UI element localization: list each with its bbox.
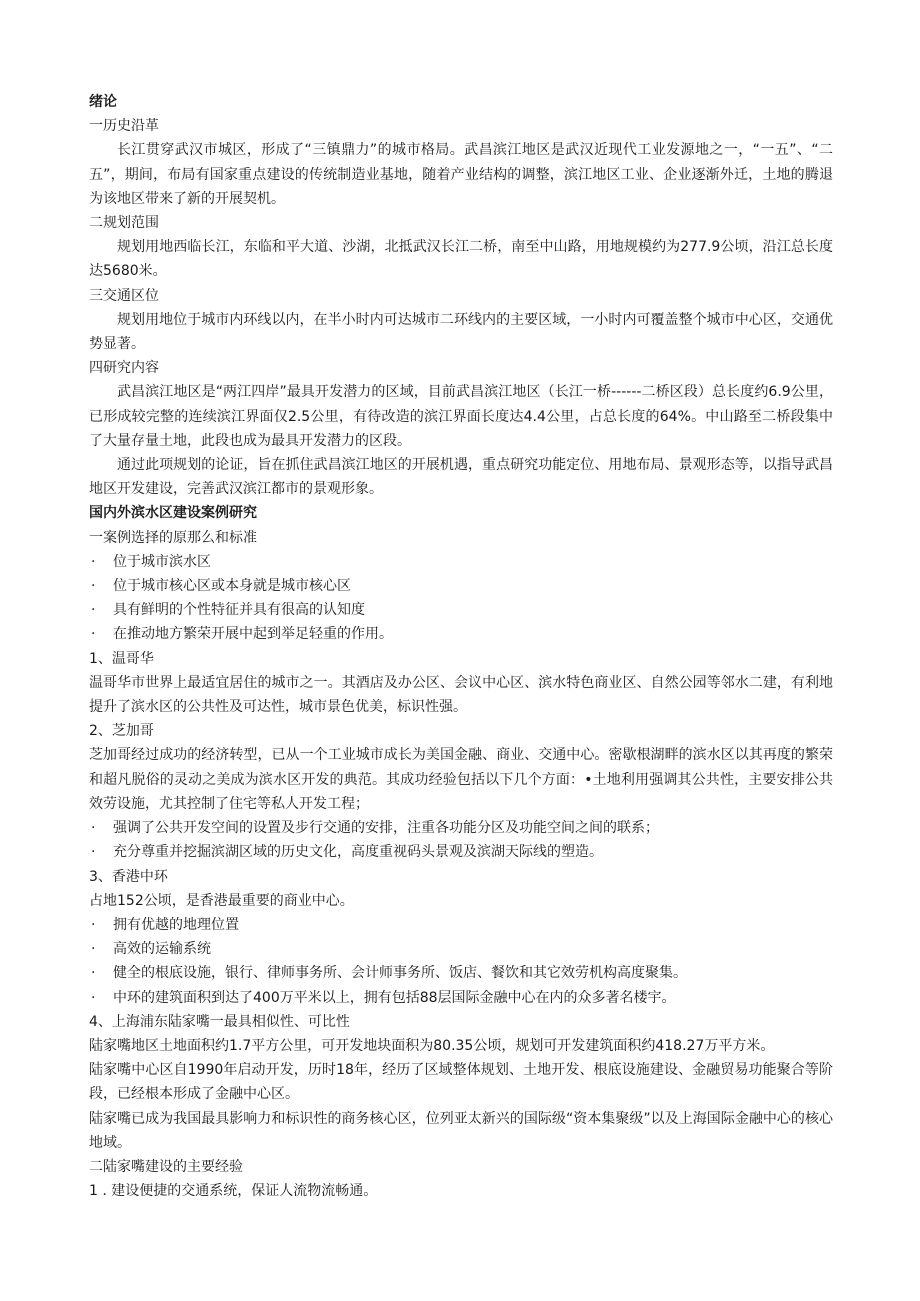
paragraph-research-1: 武昌滨江地区是“两江四岸”最具开发潜力的区域，目前武昌滨江地区（长江一桥------二桥区段）总长度约6.9公里，已形成较完整的连续滨江界面仅2.5公里，有待改造的滨江界面长度达4.4公里，占总长度的64%。中山路至二桥段集中了大量存量土地，此段也成为最具开发潜力的区段。	[89, 384, 833, 449]
list-item	[89, 574, 833, 598]
bullet-icon: ·	[91, 941, 96, 958]
subsection-title-transport: 三交通区位	[89, 287, 159, 304]
paragraph-hongkong: 占地152公顷，是香港最重要的商业中心。	[89, 892, 354, 909]
list-item	[89, 913, 833, 937]
paragraph-history: 长江贯穿武汉市城区，形成了“三镇鼎力”的城市格局。武昌滨江地区是武汉近现代工业发源地之一，“一五”、“二五”，期间，布局有国家重点建设的传统制造业基地，随着产业结构的调整，滨江地区工业、企业逐渐外迁，土地的腾退为该地区带来了新的开展契机。	[89, 142, 833, 207]
paragraph-planning-scope: 规划用地西临长江，东临和平大道、沙湖，北抵武汉长江二桥，南至中山路，用地规模约为277.9公顷，沿江总长度达5680米。	[89, 239, 833, 280]
case-title-chicago: 2、芝加哥	[89, 723, 154, 740]
paragraph-shanghai-3: 陆家嘴已成为我国最具影响力和标识性的商务核心区，位列亚太新兴的国际级“资本集聚级”以及上海国际金融中心的核心地域。	[89, 1110, 833, 1151]
bullet-icon: ·	[91, 602, 96, 619]
bullet-icon: ·	[91, 820, 96, 837]
list-item-text: 中环的建筑面积到达了400万平米以上，拥有包括88层国际金融中心在内的众多著名楼宇。	[113, 989, 676, 1006]
list-item-text: 拥有优越的地理位置	[113, 916, 239, 933]
list-item-text: 强调了公共开发空间的设置及步行交通的安排，注重各功能分区及功能空间之间的联系；	[113, 820, 659, 837]
list-item	[89, 840, 833, 864]
list-item	[89, 961, 833, 985]
bullet-icon: ·	[91, 916, 96, 933]
subsection-title-experience: 二陆家嘴建设的主要经验	[89, 1158, 243, 1175]
bullet-icon: ·	[91, 989, 96, 1006]
list-item-text: 高效的运输系统	[113, 941, 211, 958]
case-title-shanghai: 4、上海浦东陆家嘴一最具相似性、可比性	[89, 1013, 350, 1030]
list-item	[89, 986, 833, 1010]
section-title-introduction: 绪论	[89, 94, 117, 110]
section-title-case-studies: 国内外滨水区建设案例研究	[89, 505, 257, 522]
paragraph-vancouver: 温哥华市世界上最适宜居住的城市之一。其酒店及办公区、会议中心区、滨水特色商业区、自然公园等邻水二建，有利地提升了滨水区的公共性及可达性，城市景色优美，标识性强。	[89, 674, 833, 716]
bullet-icon: ·	[91, 578, 96, 595]
case-title-vancouver: 1、温哥华	[89, 650, 154, 667]
list-item-text: 健全的根底设施，银行、律师事务所、会计师事务所、饭店、餐饮和其它效劳机构高度聚集。	[113, 965, 687, 982]
bullet-icon: ·	[91, 965, 96, 982]
bullet-icon: ·	[91, 626, 96, 643]
paragraph-research-2: 通过此项规划的论证，旨在抓住武昌滨江地区的开展机遇，重点研究功能定位、用地布局、景观形态等，以指导武昌地区开发建设，完善武汉滨江都市的景观形象。	[89, 457, 833, 498]
list-item-text: 位于城市滨水区	[113, 553, 211, 570]
list-item-text: 在推动地方繁荣开展中起到举足轻重的作用。	[113, 626, 393, 643]
list-item	[89, 598, 833, 622]
subsection-title-history: 一历史沿革	[89, 118, 159, 135]
paragraph-shanghai-1: 陆家嘴地区土地面积约1.7平方公里，可开发地块面积为80.35公顷，规划可开发建筑面积约418.27万平方米。	[89, 1037, 775, 1054]
list-item-text: 位于城市核心区或本身就是城市核心区	[113, 578, 351, 595]
document-page	[89, 90, 833, 1203]
subsection-title-planning-scope: 二规划范围	[89, 215, 159, 232]
list-item-text: 充分尊重并挖掘滨湖区域的历史文化，高度重视码头景观及滨湖天际线的塑造。	[113, 844, 603, 861]
experience-item-1: 1 . 建设便捷的交通系统，保证人流物流畅通。	[89, 1183, 378, 1200]
list-item	[89, 622, 833, 646]
paragraph-shanghai-2: 陆家嘴中心区自1990年启动开发，历时18年，经历了区域整体规划、土地开发、根底设施建设、金融贸易功能聚合等阶段，已经根本形成了金融中心区。	[89, 1062, 833, 1103]
subsection-title-criteria: 一案例选择的原那么和标准	[89, 529, 257, 546]
list-item	[89, 550, 833, 574]
case-title-hongkong: 3、香港中环	[89, 868, 168, 885]
bullet-icon: ·	[91, 553, 96, 570]
paragraph-chicago: 芝加哥经过成功的经济转型，已从一个工业城市成长为美国金融、商业、交通中心。密歇根湖畔的滨水区以其再度的繁荣和超凡脱俗的灵动之美成为滨水区开发的典范。其成功经验包括以下几个方面：•土地利用强调其公共性，主要安排公共效劳设施，尤其控制了住宅等私人开发工程；	[89, 747, 833, 812]
list-item-text: 具有鲜明的个性特征并具有很高的认知度	[113, 602, 365, 619]
list-item	[89, 816, 833, 840]
subsection-title-research: 四研究内容	[89, 360, 159, 377]
paragraph-transport: 规划用地位于城市内环线以内，在半小时内可达城市二环线内的主要区域，一小时内可覆盖整个城市中心区，交通优势显著。	[89, 311, 833, 353]
list-item	[89, 937, 833, 961]
bullet-icon: ·	[91, 844, 96, 861]
